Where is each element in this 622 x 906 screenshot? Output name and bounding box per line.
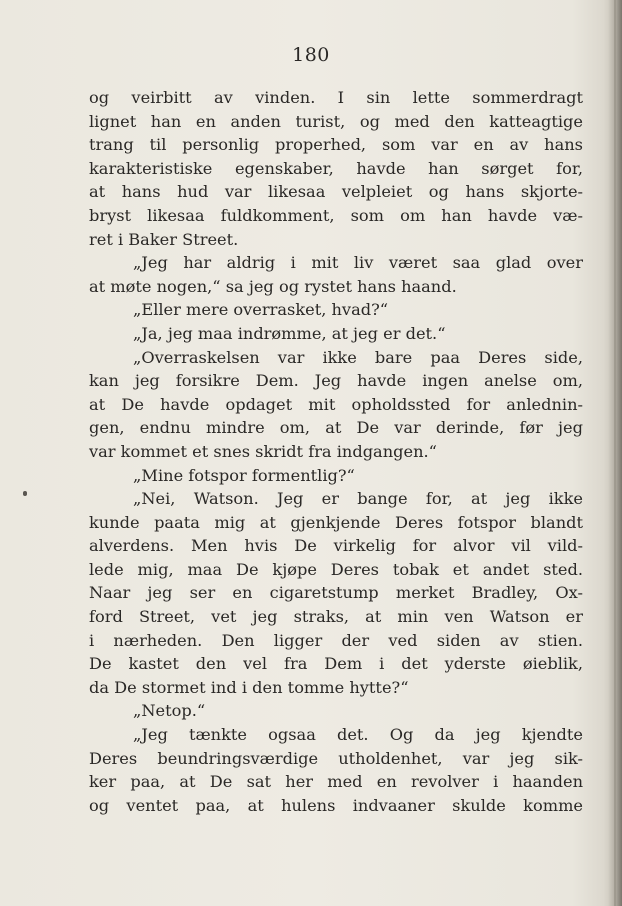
text-line: ker paa, at De sat her med en revolver i haanden <box>89 772 583 792</box>
text-line: „Overraskelsen var ikke bare paa Deres side, <box>133 347 583 367</box>
text-line: „Ja, jeg maa indrømme, at jeg er det.“ <box>133 323 446 343</box>
text-line: da De stormet ind i den tomme hytte?“ <box>89 677 409 697</box>
text-line: lignet han en anden turist, og med den katteagtige <box>89 111 583 131</box>
text-line: at møte nogen,“ sa jeg og rystet hans haand. <box>89 276 457 296</box>
text-line: Naar jeg ser en cigaretstump merket Bradley, Ox- <box>89 583 583 603</box>
text-line: ford Street, vet jeg straks, at min ven Watson er <box>89 607 583 627</box>
text-line: „Nei, Watson. Jeg er bange for, at jeg ikke <box>133 489 583 509</box>
margin-ink-mark <box>23 491 27 496</box>
text-line: var kommet et snes skridt fra indgangen.“ <box>89 441 437 461</box>
text-line: „Jeg har aldrig i mit liv været saa glad over <box>133 253 583 273</box>
text-line: „Jeg tænkte ogsaa det. Og da jeg kjendte <box>133 725 583 745</box>
text-line: kan jeg forsikre Dem. Jeg havde ingen anelse om, <box>89 371 583 391</box>
text-line: ret i Baker Street. <box>89 229 239 249</box>
text-line: trang til personlig properhed, som var en av hans <box>89 135 583 155</box>
text-line: „Netop.“ <box>133 701 206 721</box>
text-line: „Eller mere overrasket, hvad?“ <box>133 300 389 320</box>
page-number: 180 <box>292 44 330 66</box>
text-line: bryst likesaa fuldkomment, som om han havde væ- <box>89 205 583 225</box>
text-line: at hans hud var likesaa velpleiet og hans skjorte- <box>89 182 583 202</box>
page-edge-line <box>614 0 616 906</box>
text-line: kunde paata mig at gjenkjende Deres fotspor blandt <box>89 512 583 532</box>
text-line: Deres beundringsværdige utholdenhet, var jeg sik- <box>89 748 583 768</box>
text-line: gen, endnu mindre om, at De var derinde, før jeg <box>89 418 583 438</box>
text-line: karakteristiske egenskaber, havde han sørget for, <box>89 158 583 178</box>
body-text <box>89 86 583 817</box>
text-line: alverdens. Men hvis De virkelig for alvor vil vild- <box>89 536 583 556</box>
text-line: „Mine fotspor formentlig?“ <box>133 465 355 485</box>
text-line: og ventet paa, at hulens indvaaner skulde komme <box>89 795 583 815</box>
text-line: at De havde opdaget mit opholdssted for anlednin- <box>89 394 583 414</box>
text-line: og veirbitt av vinden. I sin lette sommerdragt <box>89 88 583 107</box>
text-line: i nærheden. Den ligger der ved siden av stien. <box>89 630 583 650</box>
text-line: De kastet den vel fra Dem i det yderste øieblik, <box>89 654 583 674</box>
text-line: lede mig, maa De kjøpe Deres tobak et andet sted. <box>89 559 583 579</box>
